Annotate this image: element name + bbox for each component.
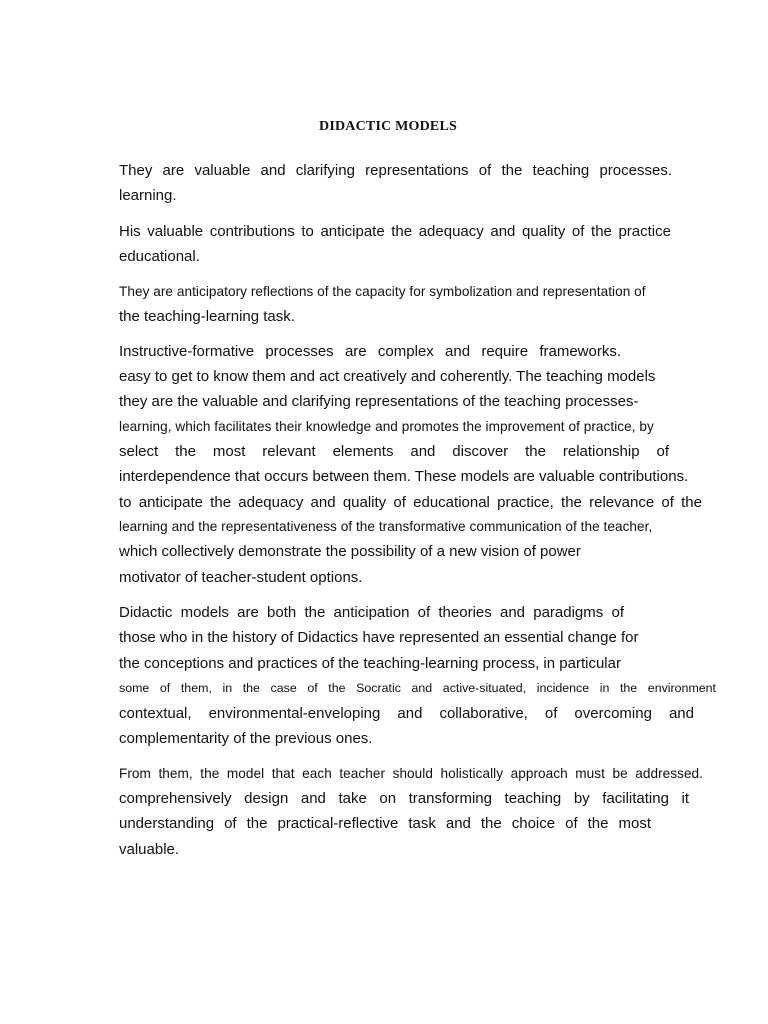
paragraph-line: those who in the history of Didactics have represented an essential change for <box>119 629 639 646</box>
paragraph-line: which collectively demonstrate the possibility of a new vision of power <box>119 543 581 560</box>
document-title: DIDACTIC MODELS <box>319 119 457 134</box>
paragraph-line: the conceptions and practices of the teaching-learning process, in particular <box>119 655 621 672</box>
paragraph-line: some of them, in the case of the Socratic and active-situated, incidence in the environment <box>119 681 716 695</box>
paragraph-line: learning. <box>119 187 177 204</box>
paragraph-line: Instructive-formative processes are complex and require frameworks. <box>119 343 621 360</box>
paragraph-line: educational. <box>119 248 200 265</box>
paragraph-line: They are anticipatory reflections of the capacity for symbolization and representation of <box>119 284 646 299</box>
paragraph-line: From them, the model that each teacher should holistically approach must be addressed. <box>119 766 703 781</box>
paragraph-line: understanding of the practical-reflective task and the choice of the most <box>119 815 651 832</box>
paragraph-line: interdependence that occurs between them. These models are valuable contributions. <box>119 468 689 485</box>
paragraph-line: comprehensively design and take on transforming teaching by facilitating it <box>119 790 689 807</box>
paragraph-line: Didactic models are both the anticipation of theories and paradigms of <box>119 604 624 621</box>
paragraph-line: valuable. <box>119 841 180 858</box>
paragraph-line: motivator of teacher-student options. <box>119 569 363 586</box>
paragraph-line: contextual, environmental-enveloping and collaborative, of overcoming and <box>119 705 694 722</box>
paragraph-line: they are the valuable and clarifying representations of the teaching processes- <box>119 393 639 410</box>
paragraph-line: His valuable contributions to anticipate the adequacy and quality of the practice <box>119 223 671 240</box>
paragraph-line: learning, which facilitates their knowledge and promotes the improvement of practice, by <box>119 419 654 434</box>
paragraph-line: complementarity of the previous ones. <box>119 730 373 747</box>
paragraph-line: They are valuable and clarifying representations of the teaching processes. <box>119 162 672 179</box>
paragraph-line: easy to get to know them and act creatively and coherently. The teaching models <box>119 368 656 385</box>
paragraph-line: the teaching-learning task. <box>119 308 295 325</box>
paragraph-line: learning and the representativeness of the transformative communication of the teacher, <box>119 519 653 534</box>
paragraph-line: to anticipate the adequacy and quality of educational practice, the relevance of the <box>119 494 702 511</box>
paragraph-line: select the most relevant elements and discover the relationship of <box>119 443 669 460</box>
